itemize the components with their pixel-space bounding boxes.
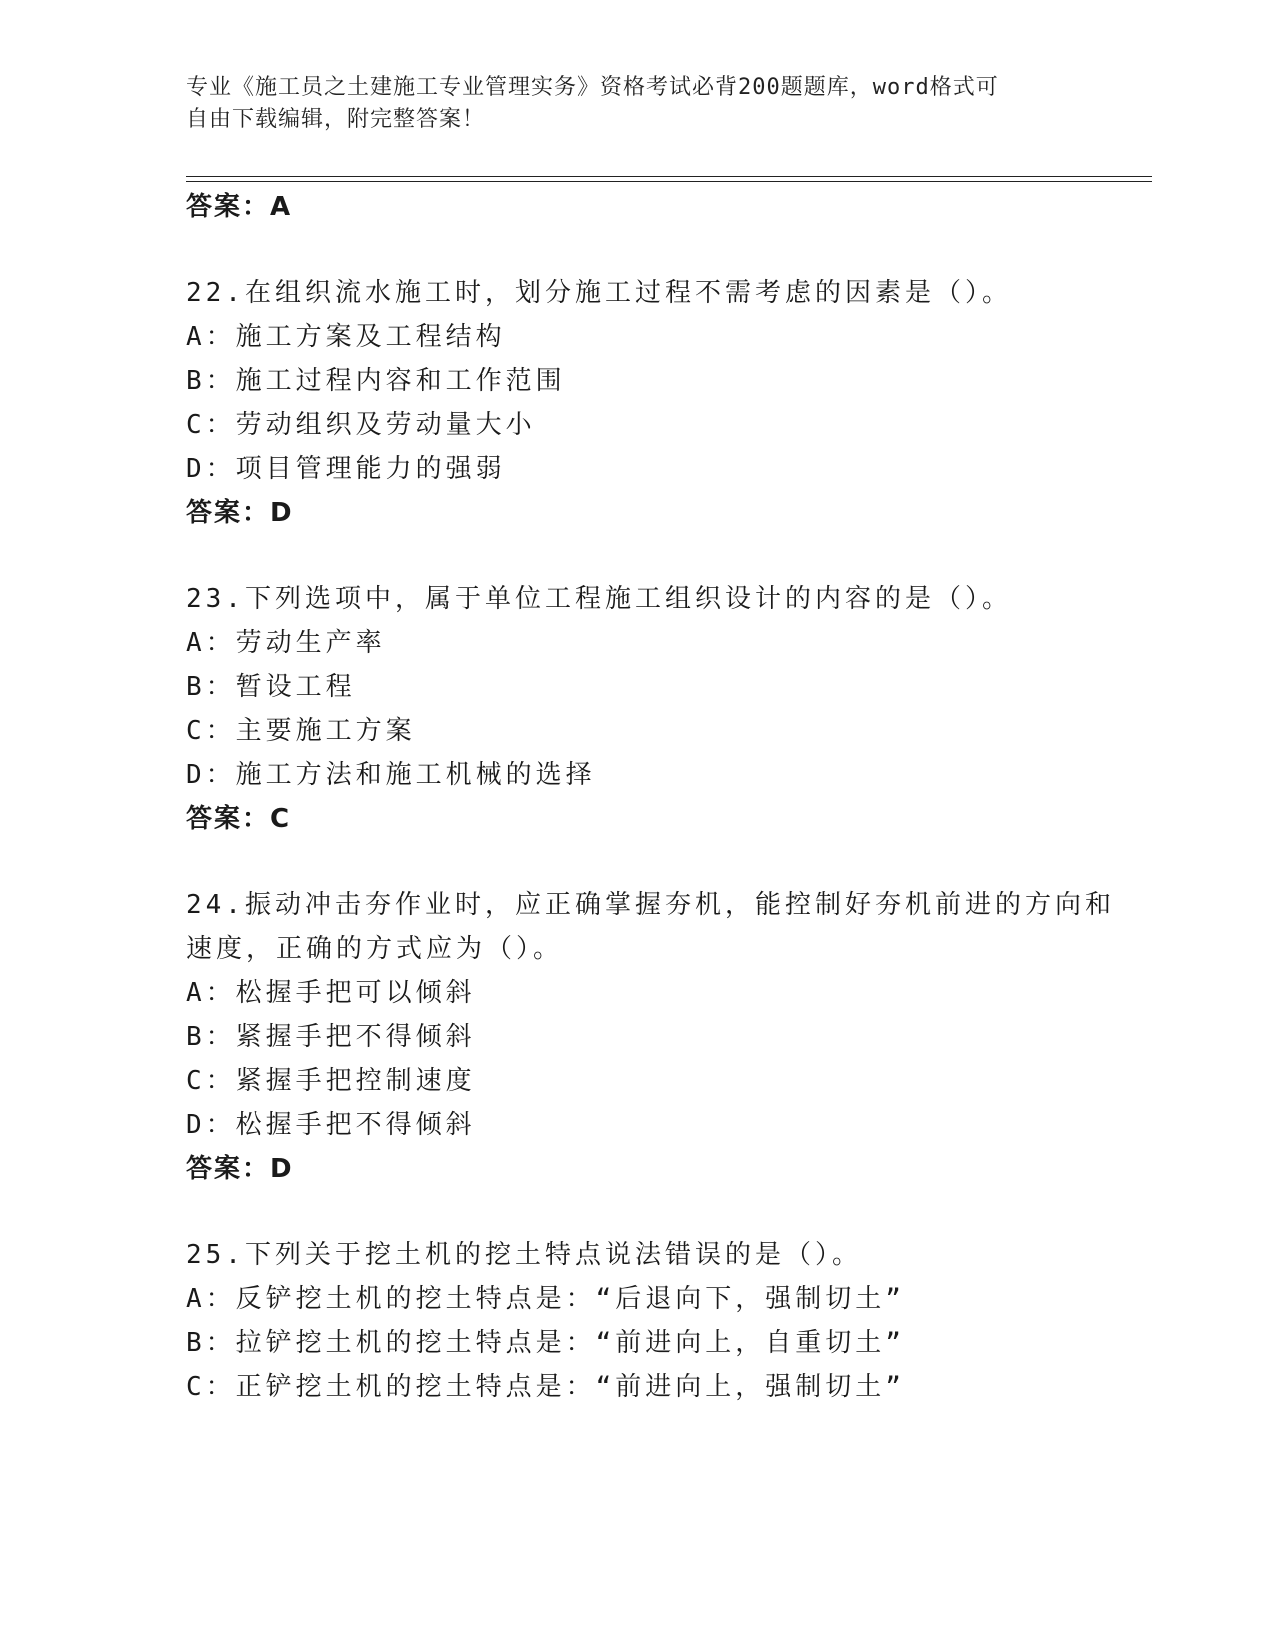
question-stem: 23.下列选项中，属于单位工程施工组织设计的内容的是（）。 — [186, 584, 1012, 614]
question-stem: 25.下列关于挖土机的挖土特点说法错误的是（）。 — [186, 1240, 862, 1270]
page-header — [186, 72, 1066, 136]
option-d: D：项目管理能力的强弱 — [186, 454, 506, 484]
header-line-1: 专业《施工员之土建施工专业管理实务》资格考试必背200题题库，word格式可 — [186, 75, 999, 100]
option-b: B：暂设工程 — [186, 672, 356, 702]
option-b: B：紧握手把不得倾斜 — [186, 1022, 476, 1052]
header-rule-top — [186, 176, 1152, 177]
option-c: C：主要施工方案 — [186, 716, 416, 746]
option-d: D：施工方法和施工机械的选择 — [186, 760, 596, 790]
answer-label: 答案：C — [186, 804, 292, 834]
question-stem: 24.振动冲击夯作业时，应正确掌握夯机，能控制好夯机前进的方向和 — [186, 890, 1115, 920]
header-rule-bottom — [186, 181, 1152, 182]
option-b: B：拉铲挖土机的挖土特点是：“前进向上，自重切土” — [186, 1328, 905, 1358]
question-stem-continued: 速度，正确的方式应为（）。 — [186, 934, 564, 964]
option-a: A：劳动生产率 — [186, 628, 386, 658]
option-d: D：松握手把不得倾斜 — [186, 1110, 476, 1140]
option-b: B：施工过程内容和工作范围 — [186, 366, 566, 396]
question-stem: 22.在组织流水施工时，划分施工过程不需考虑的因素是（）。 — [186, 278, 1012, 308]
option-c: C：正铲挖土机的挖土特点是：“前进向上，强制切土” — [186, 1372, 905, 1402]
option-a: A：反铲挖土机的挖土特点是：“后退向下，强制切土” — [186, 1284, 905, 1314]
option-c: C：劳动组织及劳动量大小 — [186, 410, 536, 440]
answer-label: 答案：D — [186, 498, 294, 528]
answer-label: 答案：A — [186, 192, 293, 222]
answer-label: 答案：D — [186, 1154, 294, 1184]
option-a: A：施工方案及工程结构 — [186, 322, 506, 352]
option-a: A：松握手把可以倾斜 — [186, 978, 476, 1008]
header-line-2: 自由下载编辑，附完整答案！ — [186, 107, 486, 132]
option-c: C：紧握手把控制速度 — [186, 1066, 476, 1096]
